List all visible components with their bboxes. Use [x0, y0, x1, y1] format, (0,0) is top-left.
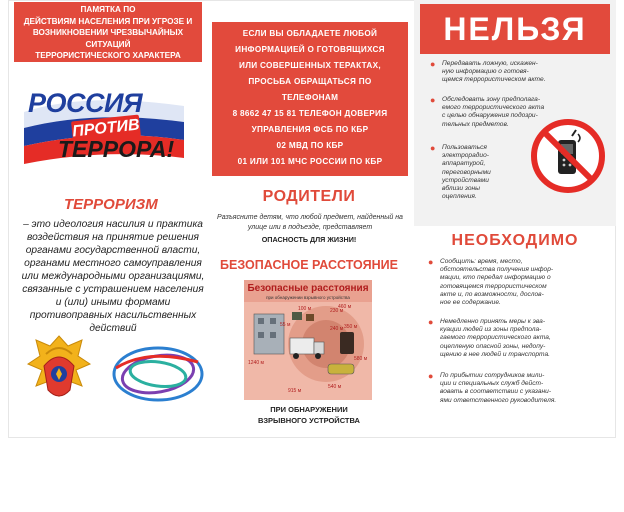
memo-line: ВОЗНИКНОВЕНИИ ЧРЕЗВЫЧАЙНЫХ СИТУАЦИЙ: [32, 28, 184, 49]
bullet-icon: ●: [428, 317, 434, 327]
russia-against-terror-logo: [18, 82, 196, 178]
memo-line: ДЕЙСТВИЯМ НАСЕЛЕНИЯ ПРИ УГРОЗЕ И: [23, 16, 193, 26]
item-line: обстоятельства получения инфор-: [440, 266, 554, 274]
distance-label: 1240 м: [248, 360, 264, 366]
item-line: с целью обнаружения подозри-: [442, 112, 538, 120]
detect-line: ПРИ ОБНАРУЖЕНИИ: [270, 405, 348, 414]
item-line: Обследовать зону предполага-: [442, 96, 541, 103]
prohibited-title: НЕЛЬЗЯ: [420, 4, 610, 54]
no-phone-sign-icon: [530, 118, 606, 194]
required-item: [428, 317, 610, 359]
item-line: Немедленно принять меры к эва-: [440, 318, 546, 325]
illustration-title: Безопасные расстояния: [247, 283, 369, 294]
memo-header: [14, 2, 202, 62]
safe-distance-title: БЕЗОПАСНОЕ РАССТОЯНИЕ: [220, 258, 398, 272]
bullet-icon: ●: [430, 95, 436, 105]
item-line: оцепления.: [442, 193, 477, 201]
required-item: [428, 257, 610, 307]
item-line: Передавать ложную, искажен-: [442, 60, 538, 67]
distance-label: 100 м: [298, 306, 312, 312]
illustration-subtitle: при обнаружении взрывного устройства: [266, 295, 350, 300]
info-line: ИЛИ СОВЕРШЕННЫХ ТЕРАКТАХ,: [239, 61, 381, 70]
item-line: тельных предметов.: [442, 120, 509, 128]
item-line: щению в нее людей и транспорта.: [440, 350, 550, 358]
parents-text: Разъясните детям, что любой предмет, найденный на улице или в подъезде, представляет: [217, 214, 403, 231]
prohibited-item: [430, 143, 528, 201]
detect-caption: [204, 404, 414, 426]
item-line: вовать в соответствии с указани-: [440, 388, 552, 396]
distance-label: 460 м: [338, 304, 352, 310]
memo-line: ТЕРРОРИСТИЧЕСКОГО ХАРАКТЕРА: [35, 51, 181, 60]
item-line: ции и специальных служб дейст-: [440, 380, 544, 388]
item-line: Пользоваться: [442, 144, 487, 151]
prohibited-item: [430, 59, 608, 85]
item-line: ное ее содержание.: [440, 299, 501, 307]
logo-word-against: ПРОТИВ: [71, 115, 141, 144]
distance-label: 915 м: [288, 388, 302, 394]
terrorism-definition: – это идеология насилия и практика воздействия на принятие решения органами государственной власти, органами местного самоуправления или международными организациями, связанные с устрашением населения и (или) иными формами противоправных насильственных действий: [21, 219, 205, 334]
item-line: По прибытии сотрудников мили-: [440, 372, 545, 379]
memo-line: ПАМЯТКА ПО: [80, 5, 136, 14]
required-title: НЕОБХОДИМО: [451, 232, 579, 249]
bullet-icon: ●: [430, 143, 436, 153]
logo-word-terror: ТЕРРОРА!: [58, 136, 175, 162]
item-line: щемся террористическом акте.: [442, 76, 546, 84]
danger-warning: ОПАСНОСТЬ ДЛЯ ЖИЗНИ!: [261, 235, 357, 244]
info-line: ИНФОРМАЦИЕЙ О ГОТОВЯЩИХСЯ: [235, 45, 385, 54]
middle-column: [204, 0, 414, 438]
distance-label: 580 м: [354, 356, 368, 362]
distance-label: 240 м: [330, 326, 344, 332]
parents-title: РОДИТЕЛИ: [262, 188, 356, 205]
item-line: переговорными: [442, 168, 491, 176]
info-line-phone: 02 МВД ПО КБР: [276, 141, 344, 150]
detect-line: ВЗРЫВНОГО УСТРОЙСТВА: [258, 416, 360, 425]
right-column: [414, 0, 616, 438]
info-line-phone: 01 ИЛИ 101 МЧС РОССИИ ПО КБР: [237, 157, 383, 166]
prohibited-section: [414, 0, 616, 226]
left-column: [8, 0, 204, 438]
terrorism-title: ТЕРРОРИЗМ: [64, 196, 158, 213]
item-line: готовящемся террористическом: [440, 282, 547, 290]
distance-label: 540 м: [328, 384, 342, 390]
info-line: ПРОСЬБА ОБРАЩАТЬСЯ ПО: [248, 77, 372, 86]
required-item: [428, 371, 610, 405]
logo-word-russia: РОССИЯ: [28, 88, 143, 118]
emercom-emblem-icon: [24, 330, 94, 412]
item-line: устройствами: [442, 176, 489, 184]
item-line: вблизи зоны: [442, 185, 481, 193]
item-line: емого террористического акта: [442, 104, 545, 112]
safe-distance-illustration: [244, 280, 372, 400]
item-line: куации людей из зоны предпола-: [440, 326, 542, 334]
info-line: ТЕЛЕФОНАМ: [281, 93, 339, 102]
item-line: Сообщить: время, место,: [440, 258, 523, 265]
info-line-phone: 8 8662 47 15 81 ТЕЛЕФОН ДОВЕРИЯ: [232, 109, 388, 118]
bullet-icon: ●: [428, 257, 434, 267]
bullet-icon: ●: [430, 59, 436, 69]
distance-label: 350 м: [344, 324, 358, 330]
distance-label: 230 м: [330, 308, 344, 314]
item-line: электрорадио-: [442, 152, 489, 160]
info-line: УПРАВЛЕНИЯ ФСБ ПО КБР: [251, 125, 369, 134]
ring-globe-icon: [108, 338, 206, 410]
info-line: ЕСЛИ ВЫ ОБЛАДАЕТЕ ЛЮБОЙ: [242, 29, 378, 38]
item-line: ями ответственного руководителя.: [440, 396, 557, 404]
item-line: оцепленую опасной зоны, недопу-: [440, 342, 546, 350]
item-line: гаемого террористического акта,: [440, 334, 551, 342]
bullet-icon: ●: [428, 371, 434, 381]
item-line: акте и, по возможности, дослов-: [440, 290, 544, 298]
report-info-box: [212, 22, 408, 176]
distance-label: 55 м: [280, 322, 291, 328]
item-line: ную информацию о готовя-: [442, 68, 529, 76]
item-line: мации, кто передал информацию о: [440, 274, 551, 282]
item-line: аппаратурой,: [442, 160, 486, 168]
